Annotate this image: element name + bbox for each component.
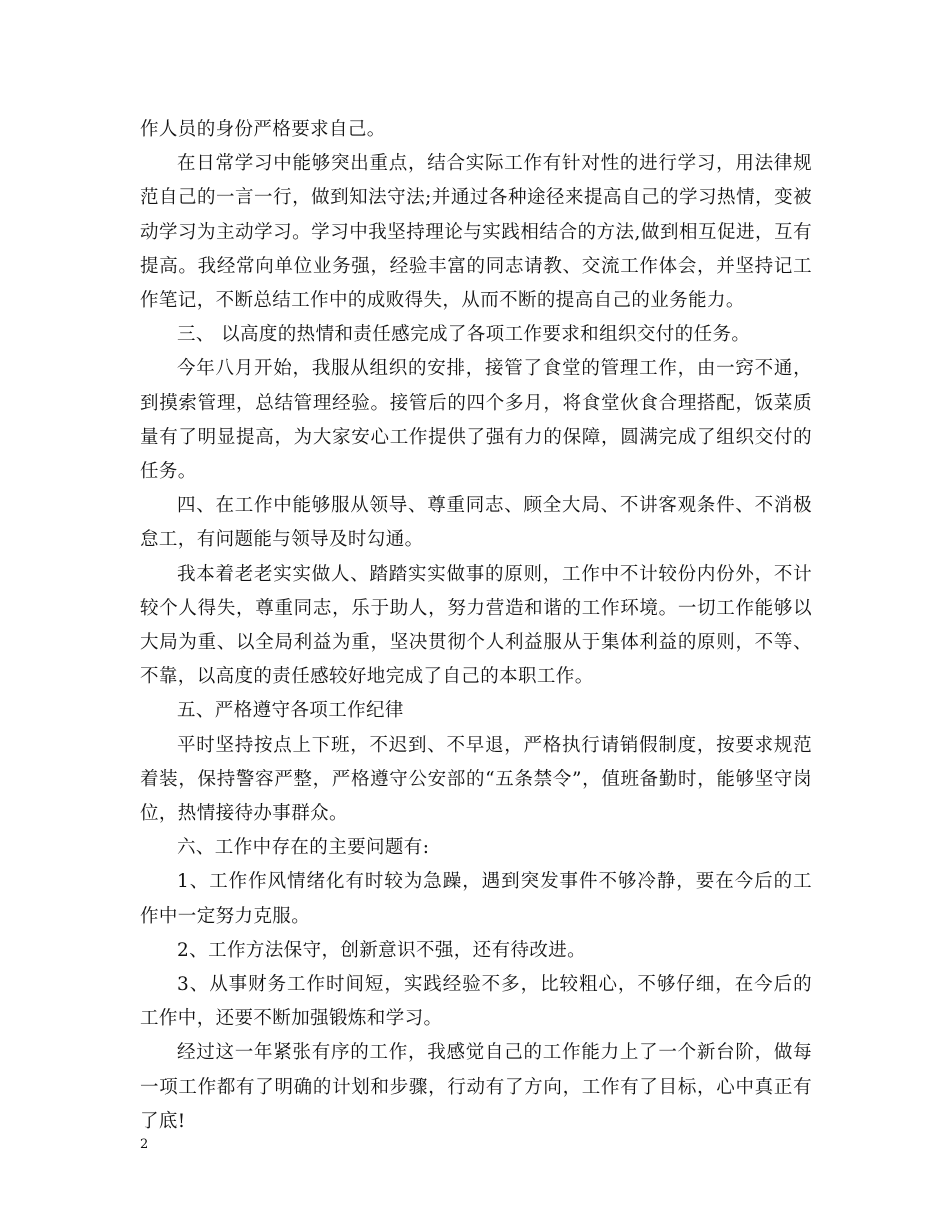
document-body: [140, 113, 812, 1139]
paragraph-study: 在日常学习中能够突出重点，结合实际工作有针对性的进行学习，用法律规范自己的一言一行，做到知法守法;并通过各种途径来提高自己的学习热情，变被动学习为主动学习。学习中我坚持理论与实践相结合的方法,做到相互促进，互有提高。我经常向单位业务强，经验丰富的同志请教、交流工作体会，并坚持记工作笔记，不断总结工作中的成败得失，从而不断的提高自己的业务能力。: [140, 153, 812, 312]
paragraph-principles: 我本着老老实实做人、踏踏实实做事的原则，工作中不计较份内份外，不计较个人得失，尊重同志，乐于助人，努力营造和谐的工作环境。一切工作能够以大局为重、以全局利益为重，坚决贯彻个人利益服从于集体利益的原则，不等、不靠，以高度的责任感较好地完成了自己的本职工作。: [140, 563, 812, 688]
paragraph-conclusion: 经过这一年紧张有序的工作，我感觉自己的工作能力上了一个新台阶，做每一项工作都有了明确的计划和步骤，行动有了方向，工作有了目标，心中真正有了底!: [140, 1042, 812, 1132]
section-heading-four: 四、在工作中能够服从领导、尊重同志、顾全大局、不讲客观条件、不消极怠工，有问题能与领导及时勾通。: [140, 495, 812, 551]
paragraph-canteen: 今年八月开始，我服从组织的安排，接管了食堂的管理工作，由一窍不通，到摸索管理，总结管理经验。接管后的四个多月，将食堂伙食合理搭配，饭菜质量有了明显提高，为大家安心工作提供了强有力的保障，圆满完成了组织交付的任务。: [140, 358, 812, 483]
problem-item-1: 1、工作作风情绪化有时较为急躁，遇到突发事件不够冷静，要在今后的工作中一定努力克服。: [140, 871, 812, 927]
page-number: 2: [140, 1137, 149, 1152]
section-heading-six: 六、工作中存在的主要问题有:: [177, 837, 430, 859]
problem-item-2: 2、工作方法保守，创新意识不强，还有待改进。: [177, 939, 587, 961]
section-heading-three: 三、 以高度的热情和责任感完成了各项工作要求和组织交付的任务。: [177, 324, 751, 346]
problem-item-3: 3、从事财务工作时间短，实践经验不多，比较粗心，不够仔细，在今后的工作中，还要不断加强锻炼和学习。: [140, 974, 812, 1030]
paragraph-continuation: 作人员的身份严格要求自己。: [140, 119, 386, 140]
paragraph-discipline: 平时坚持按点上下班，不迟到、不早退，严格执行请销假制度，按要求规范着装，保持警容严整，严格遵守公安部的“五条禁令”，值班备勤时，能够坚守岗位，热情接待办事群众。: [140, 734, 812, 825]
section-heading-five: 五、严格遵守各项工作纪律: [177, 700, 404, 722]
